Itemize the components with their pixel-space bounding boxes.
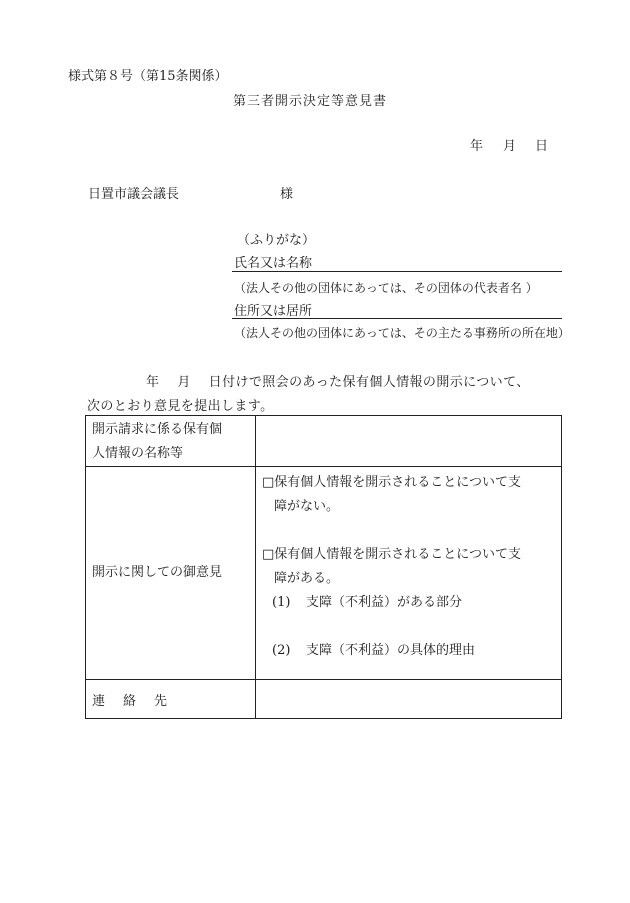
date-year-label: 年 <box>470 139 484 154</box>
option-hindrance-checkbox[interactable]: □保有個人情報を開示されることについて支 <box>262 547 522 562</box>
information-name-label-line2: 人情報の名称等 <box>92 446 184 461</box>
opinion-value-cell <box>256 467 562 680</box>
name-label: 氏名又は名称 <box>234 256 313 271</box>
sub-item-1-text: 支障（不利益）がある部分 <box>306 595 463 610</box>
contact-label-cell <box>86 680 256 719</box>
option-hindrance-line2: 障がある。 <box>274 571 340 586</box>
address-note: （法人その他の団体にあっては、その主たる事務所の所在地） <box>234 326 570 340</box>
form-number: 様式第８号（第15条関係） <box>68 69 228 84</box>
sub-item-2-number: (2) <box>272 643 291 658</box>
document-title: 第三者開示決定等意見書 <box>233 94 388 109</box>
sub-item-2 <box>262 639 557 663</box>
table-row-information-name <box>86 416 562 467</box>
table-row-opinion <box>86 467 562 680</box>
date-day-label: 日 <box>535 139 549 154</box>
contact-label-char1: 連 <box>92 693 106 709</box>
sub-item-1 <box>262 591 557 615</box>
option-no-hindrance-checkbox[interactable]: □保有個人情報を開示されることについて支 <box>262 475 522 490</box>
opinion-label-cell <box>86 467 256 680</box>
address-label: 住所又は居所 <box>234 304 313 319</box>
information-name-value-cell[interactable] <box>256 416 562 467</box>
body-text-line1: 年 月 日付けで照会のあった保有個人情報の開示について、 <box>146 375 530 390</box>
addressee-honorific: 様 <box>280 187 294 202</box>
sub-item-1-number: (1) <box>272 595 291 610</box>
information-name-label-cell <box>86 416 256 467</box>
contact-label-char2: 絡 <box>123 693 137 709</box>
name-underline <box>232 271 562 272</box>
date-month-label: 月 <box>503 139 517 154</box>
address-underline <box>232 318 562 319</box>
furigana-label: （ふりがな） <box>237 233 316 248</box>
opinion-label: 開示に関しての御意見 <box>92 565 223 580</box>
name-note: （法人その他の団体にあっては、その団体の代表者名 ） <box>234 281 538 295</box>
contact-value-cell[interactable] <box>256 680 562 719</box>
sub-item-2-text: 支障（不利益）の具体的理由 <box>306 643 476 658</box>
contact-label-char3: 先 <box>154 693 168 709</box>
table-row-contact <box>86 680 562 719</box>
addressee-name: 日置市議会議長 <box>88 187 180 202</box>
information-name-label-line1: 開示請求に係る保有個 <box>92 422 223 437</box>
opinion-form-table <box>85 415 562 719</box>
option-no-hindrance-line2: 障がない。 <box>274 499 340 514</box>
body-text-line2: 次のとおり意見を提出します。 <box>87 399 274 414</box>
